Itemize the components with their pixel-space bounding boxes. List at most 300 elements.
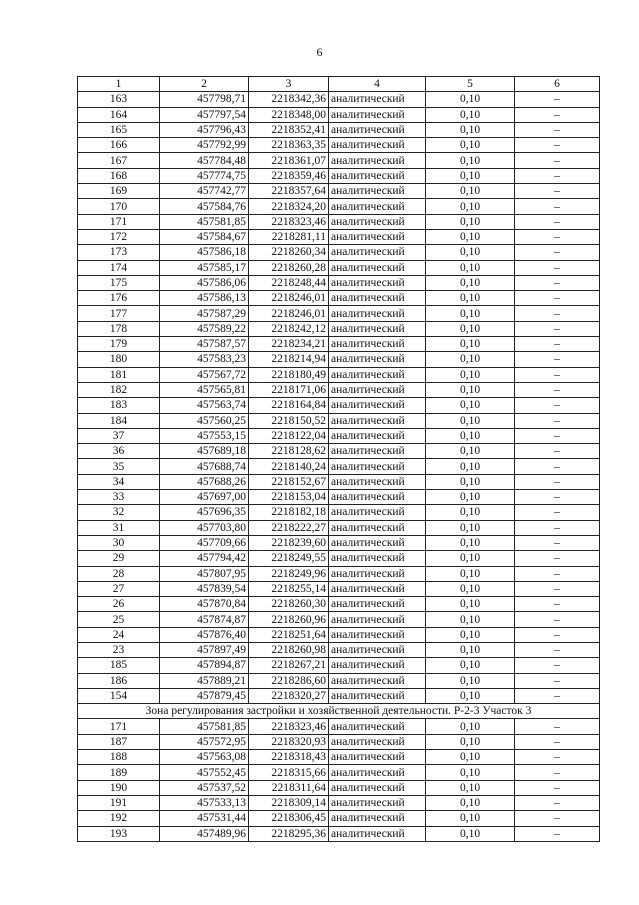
cell-point-number: 23 <box>78 642 160 657</box>
cell-method: аналитический <box>329 750 426 765</box>
cell-coord-y: 2218128,62 <box>249 444 329 459</box>
cell-method: аналитический <box>329 795 426 810</box>
cell-coord-y: 2218234,21 <box>249 337 329 352</box>
cell-coord-x: 457894,87 <box>160 658 249 673</box>
cell-coord-x: 457572,95 <box>160 734 249 749</box>
cell-coord-y: 2218248,44 <box>249 275 329 290</box>
cell-coord-x: 457879,45 <box>160 688 249 703</box>
cell-method: аналитический <box>329 107 426 122</box>
cell-coord-y: 2218242,12 <box>249 321 329 336</box>
cell-coord-x: 457839,54 <box>160 581 249 596</box>
cell-coord-y: 2218249,96 <box>249 566 329 581</box>
cell-point-number: 184 <box>78 413 160 428</box>
cell-accuracy: 0,10 <box>426 138 515 153</box>
table-row <box>78 566 600 581</box>
cell-method: аналитический <box>329 811 426 826</box>
table-row <box>78 535 600 550</box>
cell-coord-y: 2218153,04 <box>249 490 329 505</box>
cell-note: – <box>515 168 600 183</box>
header-col-1: 1 <box>78 77 160 92</box>
table-row <box>78 184 600 199</box>
cell-accuracy: 0,10 <box>426 551 515 566</box>
cell-accuracy: 0,10 <box>426 337 515 352</box>
cell-method: аналитический <box>329 627 426 642</box>
cell-accuracy: 0,10 <box>426 92 515 107</box>
cell-accuracy: 0,10 <box>426 275 515 290</box>
section-row <box>78 704 600 719</box>
cell-coord-y: 2218171,06 <box>249 382 329 397</box>
cell-accuracy: 0,10 <box>426 306 515 321</box>
cell-accuracy: 0,10 <box>426 750 515 765</box>
cell-accuracy: 0,10 <box>426 459 515 474</box>
cell-accuracy: 0,10 <box>426 642 515 657</box>
cell-accuracy: 0,10 <box>426 444 515 459</box>
cell-accuracy: 0,10 <box>426 566 515 581</box>
cell-accuracy: 0,10 <box>426 597 515 612</box>
cell-coord-y: 2218295,36 <box>249 826 329 841</box>
cell-point-number: 190 <box>78 780 160 795</box>
cell-point-number: 192 <box>78 811 160 826</box>
cell-note: – <box>515 153 600 168</box>
header-col-6: 6 <box>515 77 600 92</box>
cell-accuracy: 0,10 <box>426 291 515 306</box>
cell-method: аналитический <box>329 444 426 459</box>
cell-coord-x: 457584,67 <box>160 229 249 244</box>
cell-point-number: 183 <box>78 398 160 413</box>
cell-coord-y: 2218342,36 <box>249 92 329 107</box>
cell-accuracy: 0,10 <box>426 229 515 244</box>
cell-coord-y: 2218318,43 <box>249 750 329 765</box>
table-row <box>78 658 600 673</box>
cell-coord-x: 457703,80 <box>160 520 249 535</box>
cell-accuracy: 0,10 <box>426 780 515 795</box>
table-row <box>78 107 600 122</box>
cell-coord-y: 2218251,64 <box>249 627 329 642</box>
cell-note: – <box>515 275 600 290</box>
cell-coord-y: 2218363,35 <box>249 138 329 153</box>
cell-note: – <box>515 612 600 627</box>
cell-accuracy: 0,10 <box>426 688 515 703</box>
cell-note: – <box>515 321 600 336</box>
cell-accuracy: 0,10 <box>426 168 515 183</box>
cell-point-number: 174 <box>78 260 160 275</box>
table-row <box>78 138 600 153</box>
cell-method: аналитический <box>329 826 426 841</box>
table-row <box>78 275 600 290</box>
cell-note: – <box>515 367 600 382</box>
cell-note: – <box>515 581 600 596</box>
table-row <box>78 444 600 459</box>
cell-point-number: 27 <box>78 581 160 596</box>
cell-coord-x: 457531,44 <box>160 811 249 826</box>
cell-coord-y: 2218281,11 <box>249 229 329 244</box>
cell-method: аналитический <box>329 597 426 612</box>
cell-point-number: 178 <box>78 321 160 336</box>
cell-coord-x: 457581,85 <box>160 719 249 734</box>
cell-coord-y: 2218323,46 <box>249 719 329 734</box>
cell-method: аналитический <box>329 642 426 657</box>
cell-accuracy: 0,10 <box>426 153 515 168</box>
cell-point-number: 163 <box>78 92 160 107</box>
cell-method: аналитический <box>329 398 426 413</box>
cell-note: – <box>515 597 600 612</box>
cell-method: аналитический <box>329 765 426 780</box>
cell-method: аналитический <box>329 520 426 535</box>
cell-point-number: 171 <box>78 719 160 734</box>
cell-note: – <box>515 184 600 199</box>
cell-accuracy: 0,10 <box>426 107 515 122</box>
cell-method: аналитический <box>329 413 426 428</box>
cell-method: аналитический <box>329 612 426 627</box>
cell-accuracy: 0,10 <box>426 673 515 688</box>
table-row <box>78 413 600 428</box>
table-row <box>78 719 600 734</box>
cell-method: аналитический <box>329 505 426 520</box>
cell-point-number: 164 <box>78 107 160 122</box>
table-header-row <box>78 77 600 92</box>
header-col-3: 3 <box>249 77 329 92</box>
cell-point-number: 186 <box>78 673 160 688</box>
cell-coord-y: 2218260,98 <box>249 642 329 657</box>
cell-coord-x: 457688,74 <box>160 459 249 474</box>
table-row <box>78 765 600 780</box>
cell-coord-y: 2218320,93 <box>249 734 329 749</box>
cell-point-number: 170 <box>78 199 160 214</box>
cell-coord-y: 2218311,64 <box>249 780 329 795</box>
cell-point-number: 175 <box>78 275 160 290</box>
cell-accuracy: 0,10 <box>426 505 515 520</box>
cell-accuracy: 0,10 <box>426 627 515 642</box>
cell-coord-x: 457586,06 <box>160 275 249 290</box>
cell-note: – <box>515 459 600 474</box>
cell-coord-y: 2218249,55 <box>249 551 329 566</box>
cell-note: – <box>515 428 600 443</box>
cell-note: – <box>515 490 600 505</box>
cell-note: – <box>515 260 600 275</box>
cell-method: аналитический <box>329 260 426 275</box>
cell-method: аналитический <box>329 306 426 321</box>
table-row <box>78 459 600 474</box>
cell-coord-y: 2218357,64 <box>249 184 329 199</box>
cell-point-number: 37 <box>78 428 160 443</box>
cell-note: – <box>515 413 600 428</box>
cell-note: – <box>515 795 600 810</box>
table-row <box>78 352 600 367</box>
cell-accuracy: 0,10 <box>426 214 515 229</box>
cell-method: аналитический <box>329 92 426 107</box>
cell-method: аналитический <box>329 122 426 137</box>
cell-method: аналитический <box>329 245 426 260</box>
cell-method: аналитический <box>329 474 426 489</box>
cell-point-number: 168 <box>78 168 160 183</box>
cell-coord-y: 2218152,67 <box>249 474 329 489</box>
cell-coord-y: 2218214,94 <box>249 352 329 367</box>
coordinates-table <box>77 76 600 842</box>
table-row <box>78 642 600 657</box>
cell-accuracy: 0,10 <box>426 612 515 627</box>
cell-coord-x: 457742,77 <box>160 184 249 199</box>
cell-accuracy: 0,10 <box>426 382 515 397</box>
cell-note: – <box>515 673 600 688</box>
cell-point-number: 165 <box>78 122 160 137</box>
cell-point-number: 172 <box>78 229 160 244</box>
cell-point-number: 34 <box>78 474 160 489</box>
cell-note: – <box>515 337 600 352</box>
table-row <box>78 168 600 183</box>
header-col-2: 2 <box>160 77 249 92</box>
cell-method: аналитический <box>329 566 426 581</box>
cell-coord-x: 457552,45 <box>160 765 249 780</box>
cell-coord-x: 457537,52 <box>160 780 249 795</box>
cell-accuracy: 0,10 <box>426 260 515 275</box>
table-row <box>78 321 600 336</box>
cell-coord-y: 2218260,28 <box>249 260 329 275</box>
cell-note: – <box>515 214 600 229</box>
cell-coord-x: 457587,57 <box>160 337 249 352</box>
cell-coord-x: 457587,29 <box>160 306 249 321</box>
cell-coord-x: 457889,21 <box>160 673 249 688</box>
cell-coord-x: 457774,75 <box>160 168 249 183</box>
cell-accuracy: 0,10 <box>426 321 515 336</box>
cell-coord-y: 2218246,01 <box>249 306 329 321</box>
table-row <box>78 337 600 352</box>
cell-coord-x: 457563,74 <box>160 398 249 413</box>
cell-coord-x: 457565,81 <box>160 382 249 397</box>
cell-method: аналитический <box>329 719 426 734</box>
table-row <box>78 734 600 749</box>
cell-note: – <box>515 719 600 734</box>
cell-coord-x: 457581,85 <box>160 214 249 229</box>
cell-point-number: 177 <box>78 306 160 321</box>
table-row <box>78 398 600 413</box>
cell-method: аналитический <box>329 229 426 244</box>
cell-method: аналитический <box>329 428 426 443</box>
cell-coord-x: 457563,08 <box>160 750 249 765</box>
cell-point-number: 169 <box>78 184 160 199</box>
cell-point-number: 180 <box>78 352 160 367</box>
cell-point-number: 179 <box>78 337 160 352</box>
cell-coord-y: 2218164,84 <box>249 398 329 413</box>
table-row <box>78 199 600 214</box>
table-row <box>78 505 600 520</box>
cell-note: – <box>515 566 600 581</box>
cell-point-number: 191 <box>78 795 160 810</box>
cell-note: – <box>515 535 600 550</box>
cell-point-number: 29 <box>78 551 160 566</box>
table-row <box>78 627 600 642</box>
cell-coord-x: 457876,40 <box>160 627 249 642</box>
cell-coord-y: 2218122,04 <box>249 428 329 443</box>
cell-note: – <box>515 551 600 566</box>
page-number: 6 <box>316 45 323 59</box>
cell-coord-x: 457688,26 <box>160 474 249 489</box>
table-row <box>78 688 600 703</box>
cell-point-number: 171 <box>78 214 160 229</box>
cell-method: аналитический <box>329 688 426 703</box>
table-row <box>78 826 600 841</box>
table-row <box>78 490 600 505</box>
cell-method: аналитический <box>329 734 426 749</box>
cell-note: – <box>515 382 600 397</box>
cell-note: – <box>515 811 600 826</box>
cell-coord-x: 457797,54 <box>160 107 249 122</box>
table-row <box>78 153 600 168</box>
cell-coord-x: 457696,35 <box>160 505 249 520</box>
cell-coord-y: 2218140,24 <box>249 459 329 474</box>
table-row <box>78 795 600 810</box>
cell-coord-x: 457897,49 <box>160 642 249 657</box>
cell-accuracy: 0,10 <box>426 581 515 596</box>
cell-coord-y: 2218246,01 <box>249 291 329 306</box>
cell-note: – <box>515 780 600 795</box>
cell-coord-y: 2218361,07 <box>249 153 329 168</box>
cell-accuracy: 0,10 <box>426 826 515 841</box>
cell-point-number: 176 <box>78 291 160 306</box>
cell-note: – <box>515 750 600 765</box>
cell-point-number: 35 <box>78 459 160 474</box>
cell-point-number: 32 <box>78 505 160 520</box>
cell-coord-x: 457583,23 <box>160 352 249 367</box>
table-row <box>78 612 600 627</box>
cell-note: – <box>515 107 600 122</box>
table-row <box>78 520 600 535</box>
cell-note: – <box>515 642 600 657</box>
cell-method: аналитический <box>329 214 426 229</box>
cell-coord-x: 457796,43 <box>160 122 249 137</box>
table-row <box>78 367 600 382</box>
cell-coord-x: 457584,76 <box>160 199 249 214</box>
table-row <box>78 291 600 306</box>
cell-accuracy: 0,10 <box>426 245 515 260</box>
cell-coord-x: 457553,15 <box>160 428 249 443</box>
cell-accuracy: 0,10 <box>426 367 515 382</box>
cell-coord-y: 2218222,27 <box>249 520 329 535</box>
table-row <box>78 474 600 489</box>
cell-point-number: 30 <box>78 535 160 550</box>
cell-method: аналитический <box>329 168 426 183</box>
cell-method: аналитический <box>329 780 426 795</box>
section-title: Зона регулирования застройки и хозяйственной деятельности. Р-2-3 Участок 3 <box>78 704 600 719</box>
cell-note: – <box>515 627 600 642</box>
cell-note: – <box>515 92 600 107</box>
cell-coord-x: 457586,13 <box>160 291 249 306</box>
cell-accuracy: 0,10 <box>426 398 515 413</box>
cell-method: аналитический <box>329 199 426 214</box>
cell-coord-y: 2218180,49 <box>249 367 329 382</box>
table-row <box>78 260 600 275</box>
cell-coord-y: 2218306,45 <box>249 811 329 826</box>
cell-method: аналитический <box>329 581 426 596</box>
cell-coord-y: 2218320,27 <box>249 688 329 703</box>
cell-note: – <box>515 826 600 841</box>
cell-note: – <box>515 734 600 749</box>
cell-coord-y: 2218286,60 <box>249 673 329 688</box>
cell-point-number: 31 <box>78 520 160 535</box>
cell-point-number: 173 <box>78 245 160 260</box>
cell-coord-y: 2218150,52 <box>249 413 329 428</box>
cell-point-number: 166 <box>78 138 160 153</box>
cell-note: – <box>515 229 600 244</box>
table-row <box>78 229 600 244</box>
cell-method: аналитический <box>329 673 426 688</box>
cell-note: – <box>515 138 600 153</box>
cell-coord-x: 457807,95 <box>160 566 249 581</box>
cell-note: – <box>515 444 600 459</box>
cell-coord-y: 2218260,30 <box>249 597 329 612</box>
cell-point-number: 188 <box>78 750 160 765</box>
cell-method: аналитический <box>329 321 426 336</box>
table-row <box>78 750 600 765</box>
cell-point-number: 154 <box>78 688 160 703</box>
cell-coord-y: 2218260,96 <box>249 612 329 627</box>
cell-coord-x: 457792,99 <box>160 138 249 153</box>
cell-coord-x: 457697,00 <box>160 490 249 505</box>
cell-accuracy: 0,10 <box>426 490 515 505</box>
cell-point-number: 193 <box>78 826 160 841</box>
cell-accuracy: 0,10 <box>426 520 515 535</box>
cell-method: аналитический <box>329 551 426 566</box>
cell-method: аналитический <box>329 490 426 505</box>
cell-accuracy: 0,10 <box>426 719 515 734</box>
cell-point-number: 181 <box>78 367 160 382</box>
cell-point-number: 167 <box>78 153 160 168</box>
cell-coord-x: 457709,66 <box>160 535 249 550</box>
cell-coord-y: 2218324,20 <box>249 199 329 214</box>
cell-method: аналитический <box>329 153 426 168</box>
cell-coord-y: 2218267,21 <box>249 658 329 673</box>
cell-method: аналитический <box>329 352 426 367</box>
table-row <box>78 428 600 443</box>
cell-point-number: 185 <box>78 658 160 673</box>
cell-point-number: 189 <box>78 765 160 780</box>
cell-method: аналитический <box>329 459 426 474</box>
cell-method: аналитический <box>329 138 426 153</box>
table-row <box>78 214 600 229</box>
cell-method: аналитический <box>329 275 426 290</box>
cell-coord-x: 457533,13 <box>160 795 249 810</box>
cell-note: – <box>515 658 600 673</box>
cell-point-number: 26 <box>78 597 160 612</box>
cell-point-number: 182 <box>78 382 160 397</box>
cell-point-number: 25 <box>78 612 160 627</box>
cell-coord-x: 457689,18 <box>160 444 249 459</box>
cell-coord-x: 457567,72 <box>160 367 249 382</box>
cell-method: аналитический <box>329 337 426 352</box>
cell-note: – <box>515 352 600 367</box>
cell-method: аналитический <box>329 535 426 550</box>
cell-coord-x: 457560,25 <box>160 413 249 428</box>
header-col-4: 4 <box>329 77 426 92</box>
table-row <box>78 811 600 826</box>
header-col-5: 5 <box>426 77 515 92</box>
cell-point-number: 24 <box>78 627 160 642</box>
cell-note: – <box>515 306 600 321</box>
table-row <box>78 551 600 566</box>
cell-method: аналитический <box>329 658 426 673</box>
table-row <box>78 306 600 321</box>
cell-note: – <box>515 688 600 703</box>
cell-coord-y: 2218352,41 <box>249 122 329 137</box>
table-row <box>78 597 600 612</box>
cell-coord-x: 457489,96 <box>160 826 249 841</box>
cell-accuracy: 0,10 <box>426 535 515 550</box>
cell-method: аналитический <box>329 382 426 397</box>
cell-point-number: 187 <box>78 734 160 749</box>
cell-coord-x: 457874,87 <box>160 612 249 627</box>
cell-note: – <box>515 765 600 780</box>
cell-accuracy: 0,10 <box>426 413 515 428</box>
table-row <box>78 245 600 260</box>
